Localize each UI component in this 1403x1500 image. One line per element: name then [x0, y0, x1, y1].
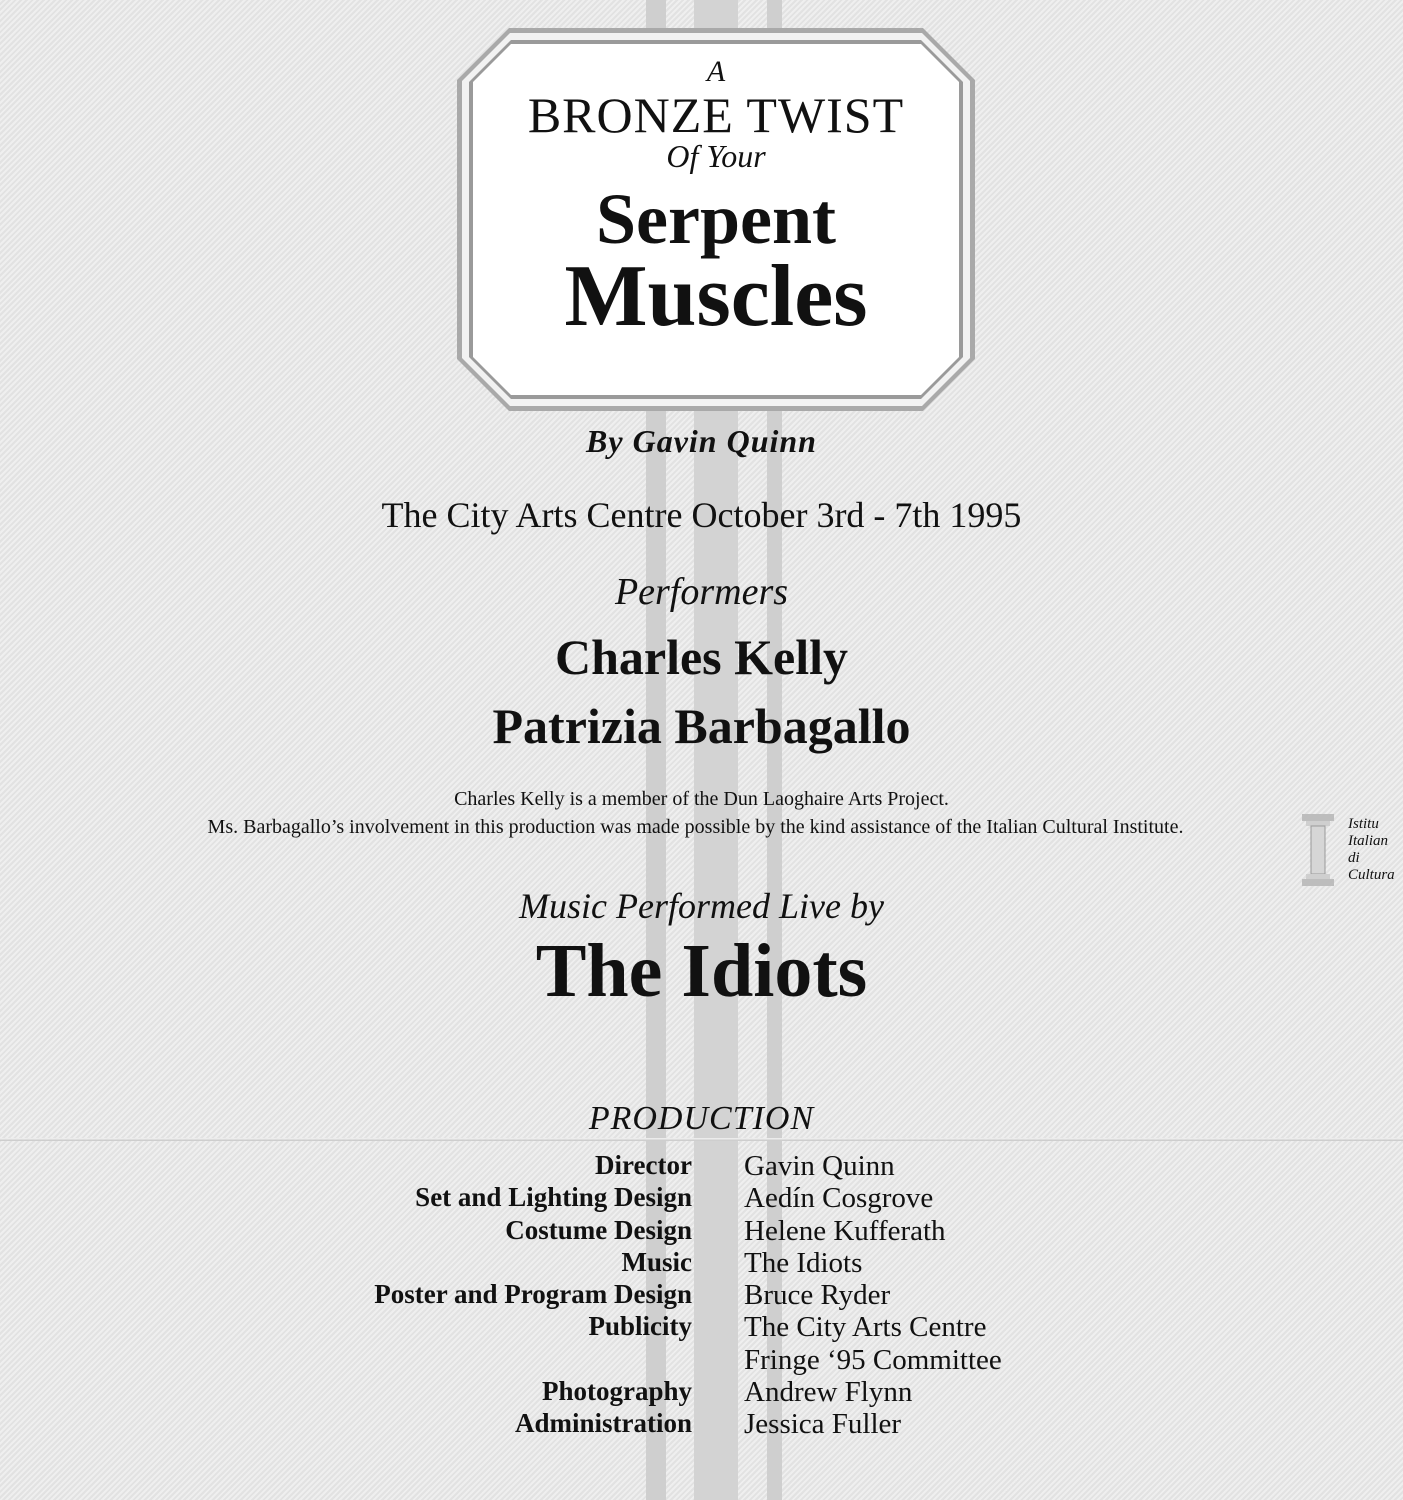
credit-row — [0, 1247, 1403, 1279]
credit-role: Costume Design — [505, 1214, 692, 1245]
credit-name: Aedín Cosgrove — [744, 1182, 934, 1215]
credit-name: Fringe ‘95 Committee — [744, 1343, 1002, 1376]
title-muscles: Muscles — [564, 248, 868, 345]
paper-fold-line — [0, 1138, 1403, 1141]
credit-row — [0, 1182, 1403, 1214]
credit-role: Publicity — [588, 1311, 692, 1342]
credit-row — [0, 1215, 1403, 1247]
credit-role: Music — [621, 1246, 692, 1277]
credit-name: Helene Kufferath — [744, 1214, 946, 1247]
credit-role: Director — [595, 1150, 692, 1180]
production-credits — [0, 1150, 1403, 1441]
venue-dates: The City Arts Centre October 3rd - 7th 1995 — [381, 495, 1022, 535]
institute-logo-text: Istitu Italian di Cultura — [1348, 816, 1395, 883]
credit-row — [0, 1344, 1403, 1376]
credit-name: Gavin Quinn — [744, 1150, 895, 1182]
credit-role: Poster and Program Design — [374, 1279, 692, 1310]
title-of-your: Of Your — [666, 138, 766, 174]
band-name: The Idiots — [535, 929, 868, 1013]
credit-role: Administration — [514, 1408, 692, 1439]
credit-row — [0, 1279, 1403, 1311]
title-bronze-twist: BRONZE TWIST — [527, 87, 905, 143]
credit-name: The City Arts Centre — [744, 1311, 987, 1344]
performer-name: Patrizia Barbagallo — [492, 698, 911, 754]
credit-role: Photography — [541, 1376, 692, 1407]
byline: By Gavin Quinn — [586, 423, 817, 459]
performer-name: Charles Kelly — [554, 629, 849, 685]
production-heading: PRODUCTION — [588, 1100, 815, 1137]
music-heading: Music Performed Live by — [519, 886, 884, 926]
credit-name: Andrew Flynn — [744, 1376, 913, 1409]
credit-row — [0, 1311, 1403, 1343]
title-article: A — [706, 55, 726, 88]
credit-name: Bruce Ryder — [744, 1279, 891, 1312]
performers-heading: Performers — [614, 571, 789, 613]
credit-role: Set and Lighting Design — [415, 1182, 692, 1213]
title-serpent: Serpent — [596, 179, 836, 259]
credit-row — [0, 1150, 1403, 1182]
performer-note: Charles Kelly is a member of the Dun Laoghaire Arts Project. — [454, 788, 949, 810]
credit-name: Jessica Fuller — [744, 1408, 902, 1441]
institute-column-logo-icon — [1298, 812, 1338, 887]
credit-row — [0, 1408, 1403, 1440]
credit-row — [0, 1376, 1403, 1408]
credit-name: The Idiots — [744, 1246, 863, 1279]
performer-note: Ms. Barbagallo’s involvement in this production was made possible by the kind assistance of the Italian Cultural Institute. — [207, 816, 1184, 838]
